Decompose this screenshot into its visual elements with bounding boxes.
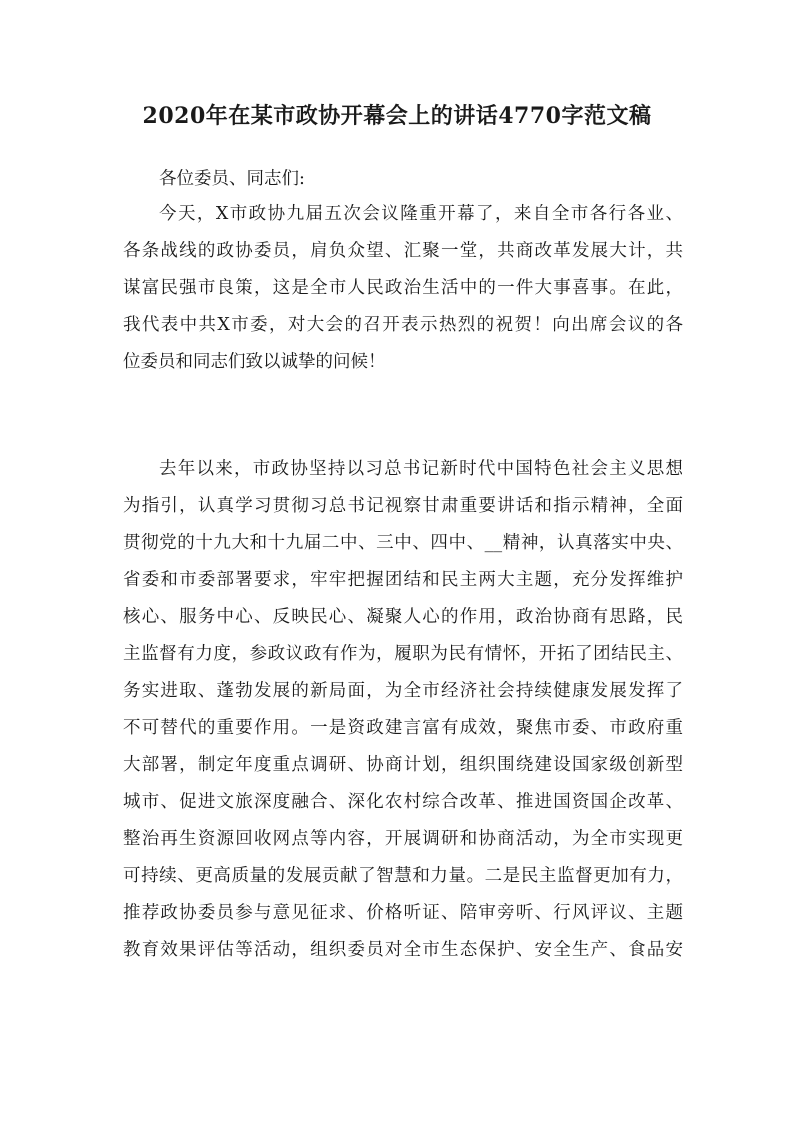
- paragraph-line: 今天，X市政协九届五次会议隆重开幕了，来自全市各行各业、: [159, 204, 683, 224]
- paragraph-line: 推荐政协委员参与意见征求、价格听证、陪审旁听、行风评议、主题: [123, 903, 683, 923]
- paragraph-line: 去年以来，市政协坚持以习总书记新时代中国特色社会主义思想: [159, 459, 683, 479]
- paragraph-line: 教育效果评估等活动，组织委员对全市生态保护、安全生产、食品安: [123, 940, 683, 960]
- paragraph-line: 不可替代的重要作用。一是资政建言富有成效，聚焦市委、市政府重: [123, 718, 683, 738]
- paragraph-line: 可持续、更高质量的发展贡献了智慧和力量。二是民主监督更加有力，: [123, 866, 683, 886]
- paragraph-line: 各条战线的政协委员，肩负众望、汇聚一堂，共商改革发展大计，共: [123, 241, 683, 261]
- paragraph-line: 主监督有力度，参政议政有作为，履职为民有情怀，开拓了团结民主、: [123, 644, 683, 664]
- paragraph-opening: [123, 196, 683, 381]
- salutation: 各位委员、同志们:: [159, 169, 305, 189]
- paragraph-line: 为指引，认真学习贯彻习总书记视察甘肃重要讲话和指示精神，全面: [123, 496, 683, 516]
- paragraph-line: 谋富民强市良策，这是全市人民政治生活中的一件大事喜事。在此，: [123, 278, 683, 298]
- paragraph-line: 贯彻党的十九大和十九届二中、三中、四中、__精神，认真落实中央、: [123, 533, 683, 553]
- paragraph-line: 城市、促进文旅深度融合、深化农村综合改革、推进国资国企改革、: [123, 792, 683, 812]
- paragraph-line: 我代表中共X市委，对大会的召开表示热烈的祝贺！向出席会议的各: [123, 315, 683, 335]
- document-title: 2020年在某市政协开幕会上的讲话4770字范文稿: [142, 103, 652, 129]
- paragraph-review: [123, 451, 683, 969]
- paragraph-line: 务实进取、蓬勃发展的新局面，为全市经济社会持续健康发展发挥了: [123, 681, 683, 701]
- paragraph-line: 大部署，制定年度重点调研、协商计划，组织围绕建设国家级创新型: [123, 755, 683, 775]
- paragraph-line: 整治再生资源回收网点等内容，开展调研和协商活动，为全市实现更: [123, 829, 683, 849]
- paragraph-line: 位委员和同志们致以诚挚的问候！: [123, 352, 386, 372]
- paragraph-line: 核心、服务中心、反映民心、凝聚人心的作用，政治协商有思路，民: [123, 607, 683, 627]
- paragraph-line: 省委和市委部署要求，牢牢把握团结和民主两大主题，充分发挥维护: [123, 570, 683, 590]
